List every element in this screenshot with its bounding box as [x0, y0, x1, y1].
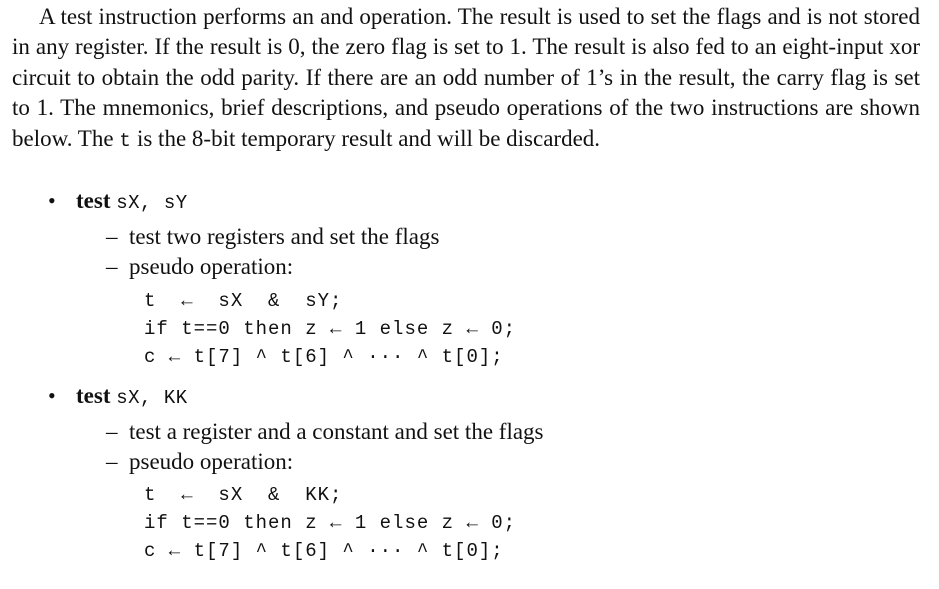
instruction-1-description: [106, 223, 439, 251]
instruction-1-mnemonic: test: [76, 188, 111, 213]
instruction-2-pseudo-label: [106, 448, 293, 476]
bullet-icon: •: [48, 383, 56, 408]
instruction-2-pseudo-line-2: if t==0 then z ← 1 else z ← 0;: [144, 512, 517, 534]
dash-icon: –: [106, 449, 118, 474]
instruction-1-pseudo-label-text: pseudo operation:: [129, 254, 294, 279]
dash-icon: –: [106, 224, 118, 249]
instruction-2-operands: sX, KK: [116, 387, 188, 409]
instruction-1-pseudo-line-3: c ← t[7] ^ t[6] ^ ··· ^ t[0];: [144, 346, 504, 368]
instruction-2-description: [106, 418, 544, 446]
instruction-1-pseudo-line-2: if t==0 then z ← 1 else z ← 0;: [144, 318, 517, 340]
dash-icon: –: [106, 254, 118, 279]
instruction-2-pseudo-line-3: c ← t[7] ^ t[6] ^ ··· ^ t[0];: [144, 540, 504, 562]
intro-paragraph: [12, 2, 920, 156]
instruction-2-heading: [48, 382, 188, 412]
instruction-1-operands: sX, sY: [116, 192, 188, 214]
instruction-2-mnemonic: test: [76, 383, 111, 408]
instruction-1-pseudo-line-1: t ← sX & sY;: [144, 290, 343, 312]
instruction-1-heading: [48, 187, 188, 217]
intro-text-part-1: A test instruction performs an and operation. The result is used to set the flags and is not stored in any register. If the result is 0, the zero flag is set to 1. The result is also fed to an eight-input xor circuit to obtain the odd parity. If there are an odd number of 1’s in the result, the carry flag is set to 1. The mnemonics, brief descriptions, and pseudo operations of the two instructions are shown below. The: [12, 4, 920, 151]
dash-icon: –: [106, 419, 118, 444]
instruction-2-description-text: test a register and a constant and set the flags: [129, 419, 544, 444]
bullet-icon: •: [48, 188, 56, 213]
instruction-1-description-text: test two registers and set the flags: [129, 224, 440, 249]
intro-text-part-2: is the 8-bit temporary result and will be discarded.: [131, 125, 601, 151]
inline-code-t: t: [119, 129, 132, 152]
instruction-2-pseudo-line-1: t ← sX & KK;: [144, 484, 343, 506]
instruction-2-pseudo-label-text: pseudo operation:: [129, 449, 294, 474]
instruction-1-pseudo-label: [106, 253, 293, 281]
